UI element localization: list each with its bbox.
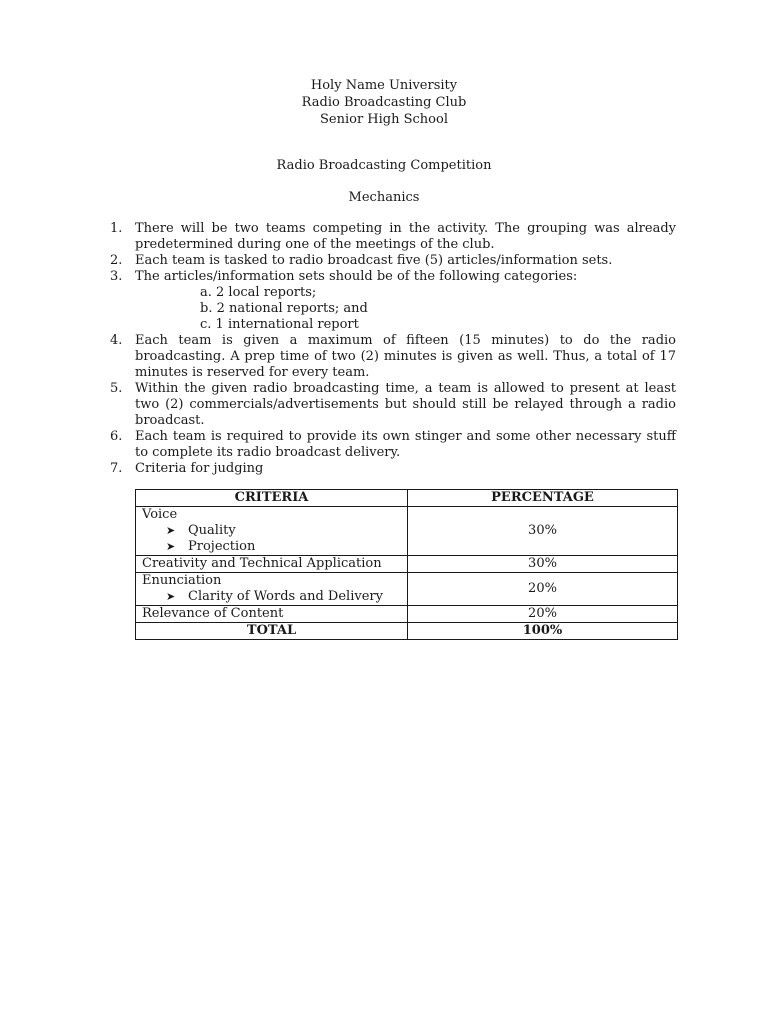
percentage-cell: 30% (408, 556, 678, 573)
criteria-subitem-label: Quality (188, 523, 236, 538)
mechanics-item (110, 461, 676, 477)
item-number: 7. (110, 461, 123, 476)
total-percentage: 100% (408, 623, 678, 640)
item-number: 5. (110, 381, 123, 396)
criteria-subitem (142, 589, 401, 605)
criteria-subitem-label: Projection (188, 539, 256, 554)
item-text: Within the given radio broadcasting time, a team is allowed to present at least two (2) commercials/advertisements but should still be relayed through a radio broadcast. (135, 381, 676, 428)
criteria-label: Enunciation (142, 573, 222, 588)
mechanics-item (110, 253, 676, 269)
criteria-cell: Relevance of Content (136, 606, 408, 623)
criteria-subitem (142, 523, 401, 539)
category-subitem: c. 1 international report (200, 317, 359, 332)
arrow-bullet-icon: ➤ (166, 540, 176, 553)
item-text: Each team is required to provide its own stinger and some other necessary stuff to complete its radio broadcast delivery. (135, 429, 676, 460)
table-row (136, 606, 678, 623)
table-row (136, 556, 678, 573)
mechanics-heading: Mechanics (348, 190, 420, 205)
criteria-header: CRITERIA (136, 490, 408, 507)
percentage-header: PERCENTAGE (408, 490, 678, 507)
criteria-cell (136, 507, 408, 556)
category-subitem: b. 2 national reports; and (200, 301, 368, 316)
university-name: Holy Name University (310, 78, 458, 93)
criteria-label: Voice (142, 507, 178, 522)
mechanics-item (110, 333, 676, 381)
item-number: 4. (110, 333, 123, 348)
percentage-cell: 20% (408, 573, 678, 606)
club-name: Radio Broadcasting Club (301, 95, 467, 110)
item-text: The articles/information sets should be of the following categories: (135, 269, 578, 284)
percentage-cell: 30% (408, 507, 678, 556)
arrow-bullet-icon: ➤ (166, 590, 176, 603)
item-number: 1. (110, 221, 123, 236)
school-level: Senior High School (320, 112, 448, 127)
percentage-cell: 20% (408, 606, 678, 623)
category-subitem: a. 2 local reports; (200, 285, 317, 300)
arrow-bullet-icon: ➤ (166, 524, 176, 537)
table-row (136, 573, 678, 606)
mechanics-item (110, 269, 676, 285)
item-text: Each team is given a maximum of fifteen (15 minutes) to do the radio broadcasting. A prep time of two (2) minutes is given as well. Thus, a total of 17 minutes is reserved for every team. (135, 333, 676, 380)
total-label: TOTAL (136, 623, 408, 640)
criteria-subitem (142, 539, 401, 555)
criteria-table (135, 489, 678, 640)
criteria-subitem-label: Clarity of Words and Delivery (188, 589, 383, 604)
item-text: Each team is tasked to radio broadcast five (5) articles/information sets. (135, 253, 613, 268)
item-number: 2. (110, 253, 123, 268)
mechanics-item (110, 221, 676, 253)
mechanics-list (110, 221, 676, 477)
item-number: 3. (110, 269, 123, 284)
criteria-cell (136, 573, 408, 606)
table-row (136, 507, 678, 556)
document-header (0, 77, 768, 128)
total-row (136, 623, 678, 640)
mechanics-item (110, 381, 676, 429)
competition-title: Radio Broadcasting Competition (276, 158, 492, 173)
mechanics-item (110, 429, 676, 461)
table-header-row (136, 490, 678, 507)
item-text: There will be two teams competing in the activity. The grouping was already predetermined during one of the meetings of the club. (135, 221, 676, 252)
item-text: Criteria for judging (135, 461, 264, 476)
criteria-cell: Creativity and Technical Application (136, 556, 408, 573)
item-number: 6. (110, 429, 123, 444)
